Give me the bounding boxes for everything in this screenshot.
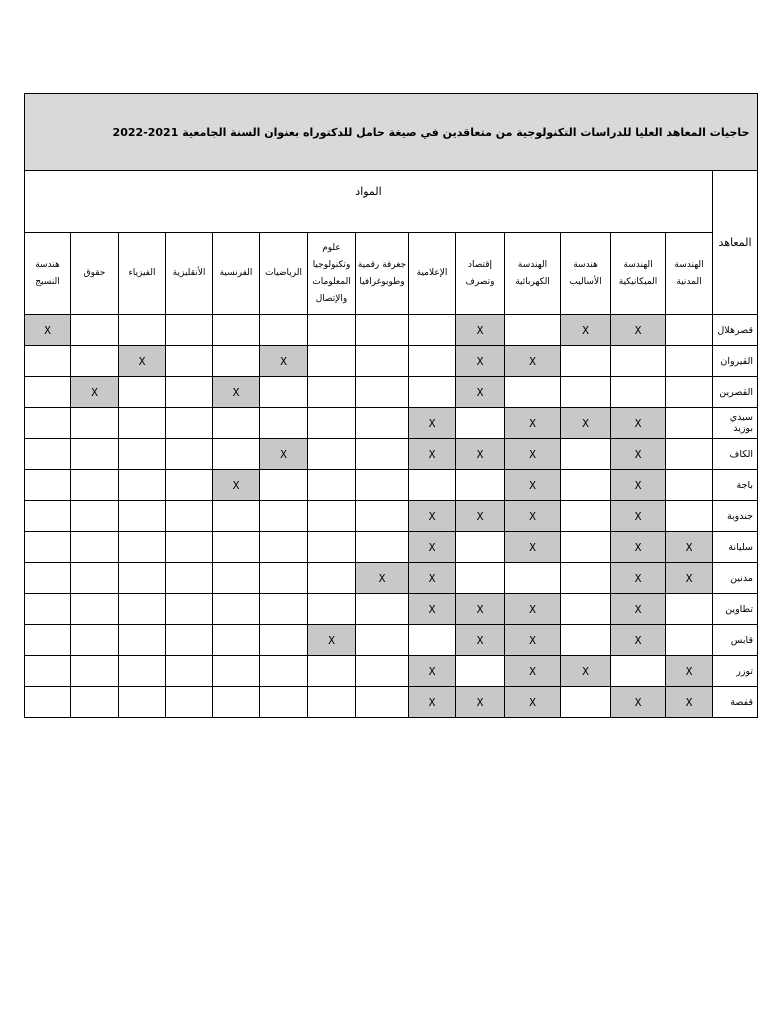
- institute-name: جندوبة: [713, 501, 758, 532]
- empty-cell[interactable]: [356, 315, 409, 346]
- marked-cell[interactable]: X: [611, 532, 666, 563]
- empty-cell[interactable]: [260, 315, 308, 346]
- marked-cell[interactable]: X: [456, 594, 505, 625]
- empty-cell[interactable]: [666, 315, 713, 346]
- marked-cell[interactable]: X: [505, 656, 561, 687]
- marked-cell[interactable]: X: [260, 346, 308, 377]
- table-row: [25, 501, 758, 532]
- empty-cell[interactable]: [25, 532, 71, 563]
- empty-cell[interactable]: [166, 346, 213, 377]
- empty-cell[interactable]: [356, 501, 409, 532]
- empty-cell[interactable]: [356, 439, 409, 470]
- empty-cell[interactable]: [166, 687, 213, 718]
- empty-cell[interactable]: [119, 377, 166, 408]
- empty-cell[interactable]: [260, 563, 308, 594]
- empty-cell[interactable]: [611, 656, 666, 687]
- empty-cell[interactable]: [71, 687, 119, 718]
- empty-cell[interactable]: [71, 563, 119, 594]
- empty-cell[interactable]: [260, 625, 308, 656]
- marked-cell[interactable]: X: [561, 408, 611, 439]
- empty-cell[interactable]: [166, 470, 213, 501]
- empty-cell[interactable]: [213, 315, 260, 346]
- institute-name: قابس: [713, 625, 758, 656]
- empty-cell[interactable]: [166, 377, 213, 408]
- empty-cell[interactable]: [260, 687, 308, 718]
- empty-cell[interactable]: [356, 656, 409, 687]
- table-row: [25, 656, 758, 687]
- institute-name: القصرين: [713, 377, 758, 408]
- empty-cell[interactable]: [611, 377, 666, 408]
- empty-cell[interactable]: [666, 470, 713, 501]
- table-row: [25, 439, 758, 470]
- empty-cell[interactable]: [356, 594, 409, 625]
- empty-cell[interactable]: [308, 315, 356, 346]
- marked-cell[interactable]: X: [409, 563, 456, 594]
- marked-cell[interactable]: X: [308, 625, 356, 656]
- empty-cell[interactable]: [71, 470, 119, 501]
- empty-cell[interactable]: [505, 377, 561, 408]
- marked-cell[interactable]: X: [456, 439, 505, 470]
- institute-name: توزر: [713, 656, 758, 687]
- empty-cell[interactable]: [356, 625, 409, 656]
- table-row: [25, 687, 758, 718]
- column-header: حقوق: [71, 233, 119, 315]
- empty-cell[interactable]: [356, 346, 409, 377]
- marked-cell[interactable]: X: [456, 625, 505, 656]
- table-row: [25, 377, 758, 408]
- empty-cell[interactable]: [456, 532, 505, 563]
- empty-cell[interactable]: [213, 656, 260, 687]
- marked-cell[interactable]: X: [666, 656, 713, 687]
- table-body: [25, 94, 758, 718]
- empty-cell[interactable]: [308, 563, 356, 594]
- empty-cell[interactable]: [308, 687, 356, 718]
- marked-cell[interactable]: X: [611, 625, 666, 656]
- table-row: [25, 563, 758, 594]
- marked-cell[interactable]: X: [561, 656, 611, 687]
- empty-cell[interactable]: [213, 594, 260, 625]
- empty-cell[interactable]: [213, 687, 260, 718]
- table-row: [25, 625, 758, 656]
- column-header: الهندسة المدنية: [666, 233, 713, 315]
- empty-cell[interactable]: [561, 346, 611, 377]
- empty-cell[interactable]: [666, 594, 713, 625]
- empty-cell[interactable]: [561, 377, 611, 408]
- marked-cell[interactable]: X: [505, 594, 561, 625]
- empty-cell[interactable]: [119, 563, 166, 594]
- empty-cell[interactable]: [119, 408, 166, 439]
- empty-cell[interactable]: [356, 408, 409, 439]
- empty-cell[interactable]: [71, 408, 119, 439]
- marked-cell[interactable]: X: [611, 563, 666, 594]
- institute-name: القيروان: [713, 346, 758, 377]
- column-header: إقتصاد وتصرف: [456, 233, 505, 315]
- empty-cell[interactable]: [666, 439, 713, 470]
- column-header: الفيزياء: [119, 233, 166, 315]
- table-title: حاجيات المعاهد العليا للدراسات التكنولوجية من متعاقدين في صيغة حامل للدكتوراه بعنوان السنة الجامعية 2021-2022: [112, 125, 750, 139]
- empty-cell[interactable]: [119, 470, 166, 501]
- empty-cell[interactable]: [456, 656, 505, 687]
- column-header: علوم وتكنولوجيا المعلومات والإتصال: [308, 233, 356, 315]
- marked-cell[interactable]: X: [611, 408, 666, 439]
- marked-cell[interactable]: X: [505, 346, 561, 377]
- marked-cell[interactable]: X: [456, 687, 505, 718]
- empty-cell[interactable]: [260, 377, 308, 408]
- empty-cell[interactable]: [409, 470, 456, 501]
- empty-cell[interactable]: [25, 470, 71, 501]
- group-header-row: [25, 171, 758, 233]
- empty-cell[interactable]: [409, 625, 456, 656]
- empty-cell[interactable]: [119, 656, 166, 687]
- empty-cell[interactable]: [308, 594, 356, 625]
- empty-cell[interactable]: [71, 625, 119, 656]
- marked-cell[interactable]: X: [409, 501, 456, 532]
- empty-cell[interactable]: [71, 532, 119, 563]
- institute-name: مدنين: [713, 563, 758, 594]
- empty-cell[interactable]: [308, 439, 356, 470]
- institutes-header: المعاهد: [713, 171, 758, 315]
- marked-cell[interactable]: X: [356, 563, 409, 594]
- empty-cell[interactable]: [456, 470, 505, 501]
- empty-cell[interactable]: [666, 625, 713, 656]
- marked-cell[interactable]: X: [409, 408, 456, 439]
- empty-cell[interactable]: [561, 594, 611, 625]
- empty-cell[interactable]: [561, 470, 611, 501]
- marked-cell[interactable]: X: [611, 439, 666, 470]
- table-row: [25, 470, 758, 501]
- empty-cell[interactable]: [409, 346, 456, 377]
- institute-name: سليانة: [713, 532, 758, 563]
- marked-cell[interactable]: X: [409, 656, 456, 687]
- empty-cell[interactable]: [166, 439, 213, 470]
- empty-cell[interactable]: [25, 687, 71, 718]
- empty-cell[interactable]: [119, 439, 166, 470]
- empty-cell[interactable]: [561, 439, 611, 470]
- marked-cell[interactable]: X: [25, 315, 71, 346]
- empty-cell[interactable]: [119, 532, 166, 563]
- table-row: [25, 315, 758, 346]
- marked-cell[interactable]: X: [456, 377, 505, 408]
- empty-cell[interactable]: [25, 501, 71, 532]
- institute-name: قفصة: [713, 687, 758, 718]
- empty-cell[interactable]: [25, 594, 71, 625]
- empty-cell[interactable]: [25, 439, 71, 470]
- empty-cell[interactable]: [260, 532, 308, 563]
- marked-cell[interactable]: X: [456, 315, 505, 346]
- marked-cell[interactable]: X: [409, 687, 456, 718]
- empty-cell[interactable]: [119, 315, 166, 346]
- marked-cell[interactable]: X: [561, 315, 611, 346]
- table-row: [25, 346, 758, 377]
- marked-cell[interactable]: X: [409, 594, 456, 625]
- empty-cell[interactable]: [166, 656, 213, 687]
- empty-cell[interactable]: [25, 346, 71, 377]
- marked-cell[interactable]: X: [409, 439, 456, 470]
- empty-cell[interactable]: [308, 656, 356, 687]
- empty-cell[interactable]: [666, 501, 713, 532]
- empty-cell[interactable]: [25, 625, 71, 656]
- empty-cell[interactable]: [308, 501, 356, 532]
- table-row: [25, 532, 758, 563]
- empty-cell[interactable]: [71, 315, 119, 346]
- empty-cell[interactable]: [356, 687, 409, 718]
- column-header: جغرفة رقمية وطوبوغرافيا: [356, 233, 409, 315]
- empty-cell[interactable]: [213, 532, 260, 563]
- empty-cell[interactable]: [213, 625, 260, 656]
- empty-cell[interactable]: [71, 594, 119, 625]
- empty-cell[interactable]: [25, 656, 71, 687]
- title-row: [25, 94, 758, 171]
- marked-cell[interactable]: X: [505, 625, 561, 656]
- marked-cell[interactable]: X: [505, 470, 561, 501]
- empty-cell[interactable]: [356, 470, 409, 501]
- empty-cell[interactable]: [166, 594, 213, 625]
- marked-cell[interactable]: X: [666, 532, 713, 563]
- empty-cell[interactable]: [260, 594, 308, 625]
- column-header: الهندسة الميكانيكية: [611, 233, 666, 315]
- marked-cell[interactable]: X: [611, 470, 666, 501]
- empty-cell[interactable]: [213, 563, 260, 594]
- empty-cell[interactable]: [260, 408, 308, 439]
- column-header: الإعلامية: [409, 233, 456, 315]
- empty-cell[interactable]: [25, 377, 71, 408]
- marked-cell[interactable]: X: [611, 315, 666, 346]
- column-header: الهندسة الكهربائية: [505, 233, 561, 315]
- column-header: الرياضيات: [260, 233, 308, 315]
- empty-cell[interactable]: [119, 625, 166, 656]
- empty-cell[interactable]: [119, 501, 166, 532]
- marked-cell[interactable]: X: [505, 408, 561, 439]
- subjects-header: المواد: [25, 171, 713, 233]
- empty-cell[interactable]: [505, 563, 561, 594]
- empty-cell[interactable]: [166, 501, 213, 532]
- table-row: [25, 408, 758, 439]
- institute-name: باجة: [713, 470, 758, 501]
- column-header: هندسة الأساليب: [561, 233, 611, 315]
- empty-cell[interactable]: [166, 625, 213, 656]
- marked-cell[interactable]: X: [666, 687, 713, 718]
- marked-cell[interactable]: X: [611, 594, 666, 625]
- marked-cell[interactable]: X: [119, 346, 166, 377]
- empty-cell[interactable]: [119, 594, 166, 625]
- spreadsheet: [24, 93, 757, 718]
- empty-cell[interactable]: [213, 346, 260, 377]
- column-header: هندسة النسيج: [25, 233, 71, 315]
- table-title-cell: [25, 94, 758, 171]
- marked-cell[interactable]: X: [71, 377, 119, 408]
- empty-cell[interactable]: [611, 346, 666, 377]
- table-row: [25, 594, 758, 625]
- empty-cell[interactable]: [213, 501, 260, 532]
- empty-cell[interactable]: [260, 656, 308, 687]
- empty-cell[interactable]: [505, 315, 561, 346]
- empty-cell[interactable]: [25, 563, 71, 594]
- empty-cell[interactable]: [561, 687, 611, 718]
- marked-cell[interactable]: X: [213, 377, 260, 408]
- empty-cell[interactable]: [25, 408, 71, 439]
- empty-cell[interactable]: [71, 501, 119, 532]
- empty-cell[interactable]: [308, 377, 356, 408]
- marked-cell[interactable]: X: [666, 563, 713, 594]
- institute-name: الكاف: [713, 439, 758, 470]
- empty-cell[interactable]: [356, 532, 409, 563]
- marked-cell[interactable]: X: [409, 532, 456, 563]
- empty-cell[interactable]: [409, 315, 456, 346]
- empty-cell[interactable]: [166, 563, 213, 594]
- marked-cell[interactable]: X: [456, 346, 505, 377]
- marked-cell[interactable]: X: [505, 439, 561, 470]
- empty-cell[interactable]: [166, 532, 213, 563]
- empty-cell[interactable]: [260, 501, 308, 532]
- marked-cell[interactable]: X: [260, 439, 308, 470]
- empty-cell[interactable]: [71, 346, 119, 377]
- empty-cell[interactable]: [308, 532, 356, 563]
- empty-cell[interactable]: [71, 439, 119, 470]
- empty-cell[interactable]: [119, 687, 166, 718]
- empty-cell[interactable]: [561, 563, 611, 594]
- needs-table: [24, 93, 758, 718]
- marked-cell[interactable]: X: [611, 501, 666, 532]
- empty-cell[interactable]: [166, 315, 213, 346]
- subject-columns-row: [25, 233, 758, 315]
- empty-cell[interactable]: [260, 470, 308, 501]
- empty-cell[interactable]: [356, 377, 409, 408]
- marked-cell[interactable]: X: [505, 687, 561, 718]
- empty-cell[interactable]: [213, 408, 260, 439]
- empty-cell[interactable]: [213, 439, 260, 470]
- empty-cell[interactable]: [666, 377, 713, 408]
- empty-cell[interactable]: [666, 346, 713, 377]
- empty-cell[interactable]: [308, 346, 356, 377]
- marked-cell[interactable]: X: [213, 470, 260, 501]
- column-header: الفرنسية: [213, 233, 260, 315]
- empty-cell[interactable]: [561, 532, 611, 563]
- empty-cell[interactable]: [561, 625, 611, 656]
- empty-cell[interactable]: [456, 563, 505, 594]
- empty-cell[interactable]: [166, 408, 213, 439]
- empty-cell[interactable]: [308, 470, 356, 501]
- empty-cell[interactable]: [308, 408, 356, 439]
- institute-name: سيدي بوزيد: [713, 408, 758, 439]
- empty-cell[interactable]: [561, 501, 611, 532]
- marked-cell[interactable]: X: [611, 687, 666, 718]
- column-header: الأنقليزية: [166, 233, 213, 315]
- institute-name: تطاوين: [713, 594, 758, 625]
- institute-name: قصرهلال: [713, 315, 758, 346]
- marked-cell[interactable]: X: [505, 501, 561, 532]
- empty-cell[interactable]: [71, 656, 119, 687]
- empty-cell[interactable]: [409, 377, 456, 408]
- marked-cell[interactable]: X: [456, 501, 505, 532]
- marked-cell[interactable]: X: [505, 532, 561, 563]
- empty-cell[interactable]: [666, 408, 713, 439]
- empty-cell[interactable]: [456, 408, 505, 439]
